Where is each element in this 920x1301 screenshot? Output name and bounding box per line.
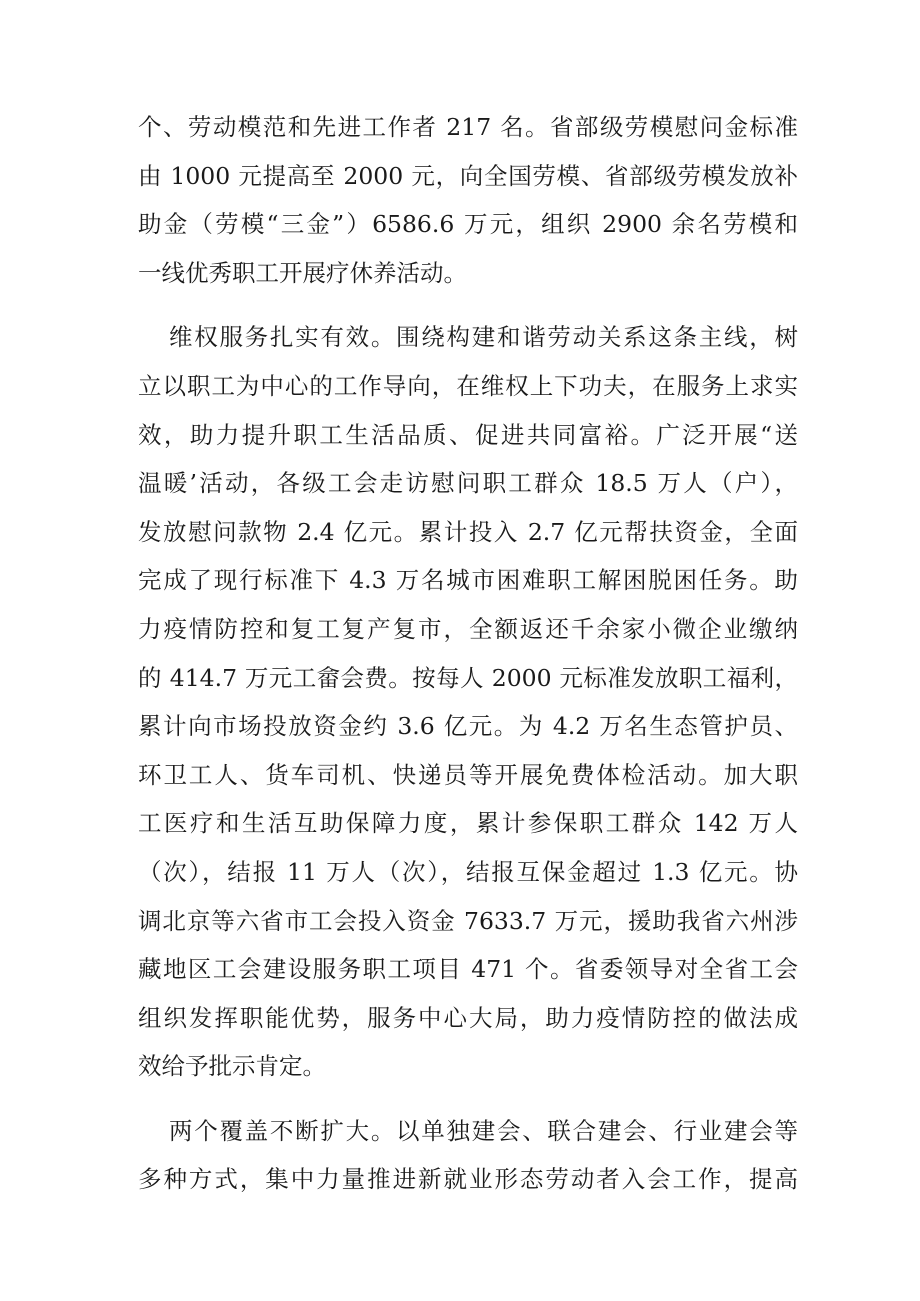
text-line: 一线优秀职工开展疗休养活动。 (138, 258, 467, 287)
paragraph-gap (138, 1091, 798, 1107)
text-line: 立以职工为中心的工作导向，在维权上下功夫，在服务上求实 (138, 371, 798, 400)
paragraph-coverage-expansion (138, 1107, 798, 1204)
text-line: 由 1000 元提高至 2000 元，向全国劳模、省部级劳模发放补 (138, 161, 798, 190)
text-line: 环卫工人、货车司机、快递员等开展免费体检活动。加大职 (138, 760, 798, 789)
document-body (138, 103, 798, 1204)
text-line: 发放慰问款物 2.4 亿元。累计投入 2.7 亿元帮扶资金，全面 (138, 517, 798, 546)
text-line: 多种方式，集中力量推进新就业形态劳动者入会工作，提高 (138, 1165, 798, 1194)
text-line: 两个覆盖不断扩大。以单独建会、联合建会、行业建会等 (169, 1116, 798, 1145)
text-line: 温暖’活动，各级工会走访慰问职工群众 18.5 万人（户）， (138, 469, 798, 498)
text-line: 维权服务扎实有效。围绕构建和谐劳动关系这条主线，树 (169, 323, 798, 352)
text-line: 力疫情防控和复工复产复市，全额返还千余家小微企业缴纳 (138, 614, 798, 643)
text-line: 助金（劳模“三金”）6586.6 万元，组织 2900 余名劳模和 (138, 210, 798, 239)
text-line: 的 414.7 万元工畲会费。按每人 2000 元标准发放职工福利， (138, 663, 798, 692)
text-line: 组织发挥职能优势，服务中心大局，助力疫情防控的做法成 (138, 1003, 798, 1032)
text-line: 调北京等六省市工会投入资金 7633.7 万元，援助我省六州涉 (138, 906, 798, 935)
text-line: 藏地区工会建设服务职工项目 471 个。省委领导对全省工会 (138, 955, 798, 984)
text-line: 效，助力提升职工生活品质、促进共同富裕。广泛开展“送 (138, 420, 798, 449)
text-line: 累计向市场投放资金约 3.6 亿元。为 4.2 万名生态管护员、 (138, 712, 798, 741)
text-line: 工医疗和生活互助保障力度，累计参保职工群众 142 万人 (138, 809, 798, 838)
paragraph-rights-services (138, 313, 798, 1091)
text-line: 效给予批示肯定。 (138, 1052, 326, 1081)
text-line: 个、劳动模范和先进工作者 217 名。省部级劳模慰问金标准 (138, 113, 798, 141)
text-line: （次），结报 11 万人（次），结报互保金超过 1.3 亿元。协 (138, 857, 798, 886)
paragraph-labor-models (138, 103, 798, 297)
text-line: 完成了现行标准下 4.3 万名城市困难职工解困脱困任务。助 (138, 566, 798, 595)
paragraph-gap (138, 297, 798, 313)
